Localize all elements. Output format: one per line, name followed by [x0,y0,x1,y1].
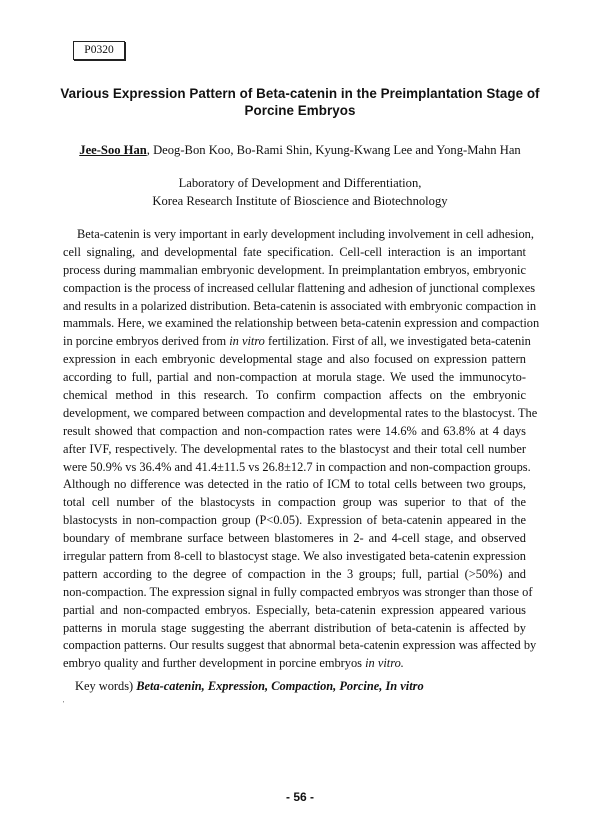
abstract-line: cell signaling, and developmental fate specification. Cell-cell interaction is an important [63,244,526,259]
abstract-line: process during mammalian embryonic development. In preimplantation embryos, embryonic [63,262,526,277]
paper-title: Various Expression Pattern of Beta-catenin in the Preimplantation Stage of Porcine Embryos [60,86,540,118]
abstract-line: Beta-catenin is very important in early development including involvement in cell adhesion, [77,227,534,241]
stray-mark: ' [63,700,65,708]
presenting-author: Jee-Soo Han [79,143,147,157]
abstract-line: result showed that compaction and non-compaction rates were 14.6% and 63.8% at 4 days [63,423,526,438]
abstract-line: according to full, partial and non-compaction at morula stage. We used the immunocyto- [63,370,526,385]
abstract-line: compaction is the process of increased cellular flattening and adhesion of junctional complexes [63,280,536,295]
abstract-line: partial and non-compacted embryos. Especially, beta-catenin expression appeared various [63,602,526,617]
affiliation-line-2: Korea Research Institute of Bioscience and Biotechnology [152,194,448,208]
abstract-line: expression in each embryonic developmental stage and also focused on expression pattern [63,352,526,367]
abstract-line: Although no difference was detected in the ratio of ICM to total cells between two groups, [63,477,526,492]
keywords-label: Key words) [75,679,137,693]
author-list [40,142,560,158]
abstract-line: blastocysts in non-compaction group (P<0.05). Expression of beta-catenin appeared in the [63,513,526,528]
keywords-terms: Beta-catenin, Expression, Compaction, Porcine, In vitro [136,679,424,693]
keywords-line [75,678,535,694]
abstract-line: patterns in morula stage suggesting the aberrant distribution of beta-catenin is affected by [63,620,526,635]
abstract-line: boundary of membrane surface between blastomeres in 2- and 4-cell stage, and observed [63,531,526,546]
affiliation-line-1: Laboratory of Development and Differentiation, [178,176,422,190]
abstract-line: mammals. Here, we examined the relationship between beta-catenin expression and compaction [63,316,540,331]
abstract-line: irregular pattern from 8-cell to blastocyst stage. We also investigated beta-catenin expression [63,549,526,564]
abstract-line: compaction patterns. Our results suggest that abnormal beta-catenin expression was affected by [63,638,537,653]
abstract-line: after IVF, respectively. The developmental rates to the blastocyst and their total cell number [63,441,526,456]
abstract-line: were 50.9% vs 36.4% and 41.4±11.5 vs 26.8±12.7 in compaction and non-compaction groups. [63,459,531,474]
abstract-line: total cell number of the blastocysts in compaction group was superior to that of the [63,495,526,510]
abstract-line: development, we compared between compaction and developmental rates to the blastocyst. The [63,405,538,420]
abstract-line: in porcine embryos derived from in vitro fertilization. First of all, we investigated beta-catenin [63,334,531,349]
abstract-line: non-compaction. The expression signal in fully compacted embryos was stronger than those of [63,584,533,599]
abstract-body [63,226,540,673]
abstract-code-box: P0320 [73,41,125,60]
abstract-line: pattern according to the degree of compaction in the 3 groups; full, partial (>50%) and [63,566,526,581]
abstract-line: chemical method in this research. To confirm compaction affects on the embryonic [63,388,526,403]
page-number: - 56 - [285,790,314,804]
co-authors: , Deog-Bon Koo, Bo-Rami Shin, Kyung-Kwang Lee and Yong-Mahn Han [146,143,521,157]
abstract-line: embryo quality and further development in porcine embryos in vitro. [63,656,404,671]
abstract-line: and results in a polarized distribution. Beta-catenin is associated with embryonic compaction in [63,298,537,313]
